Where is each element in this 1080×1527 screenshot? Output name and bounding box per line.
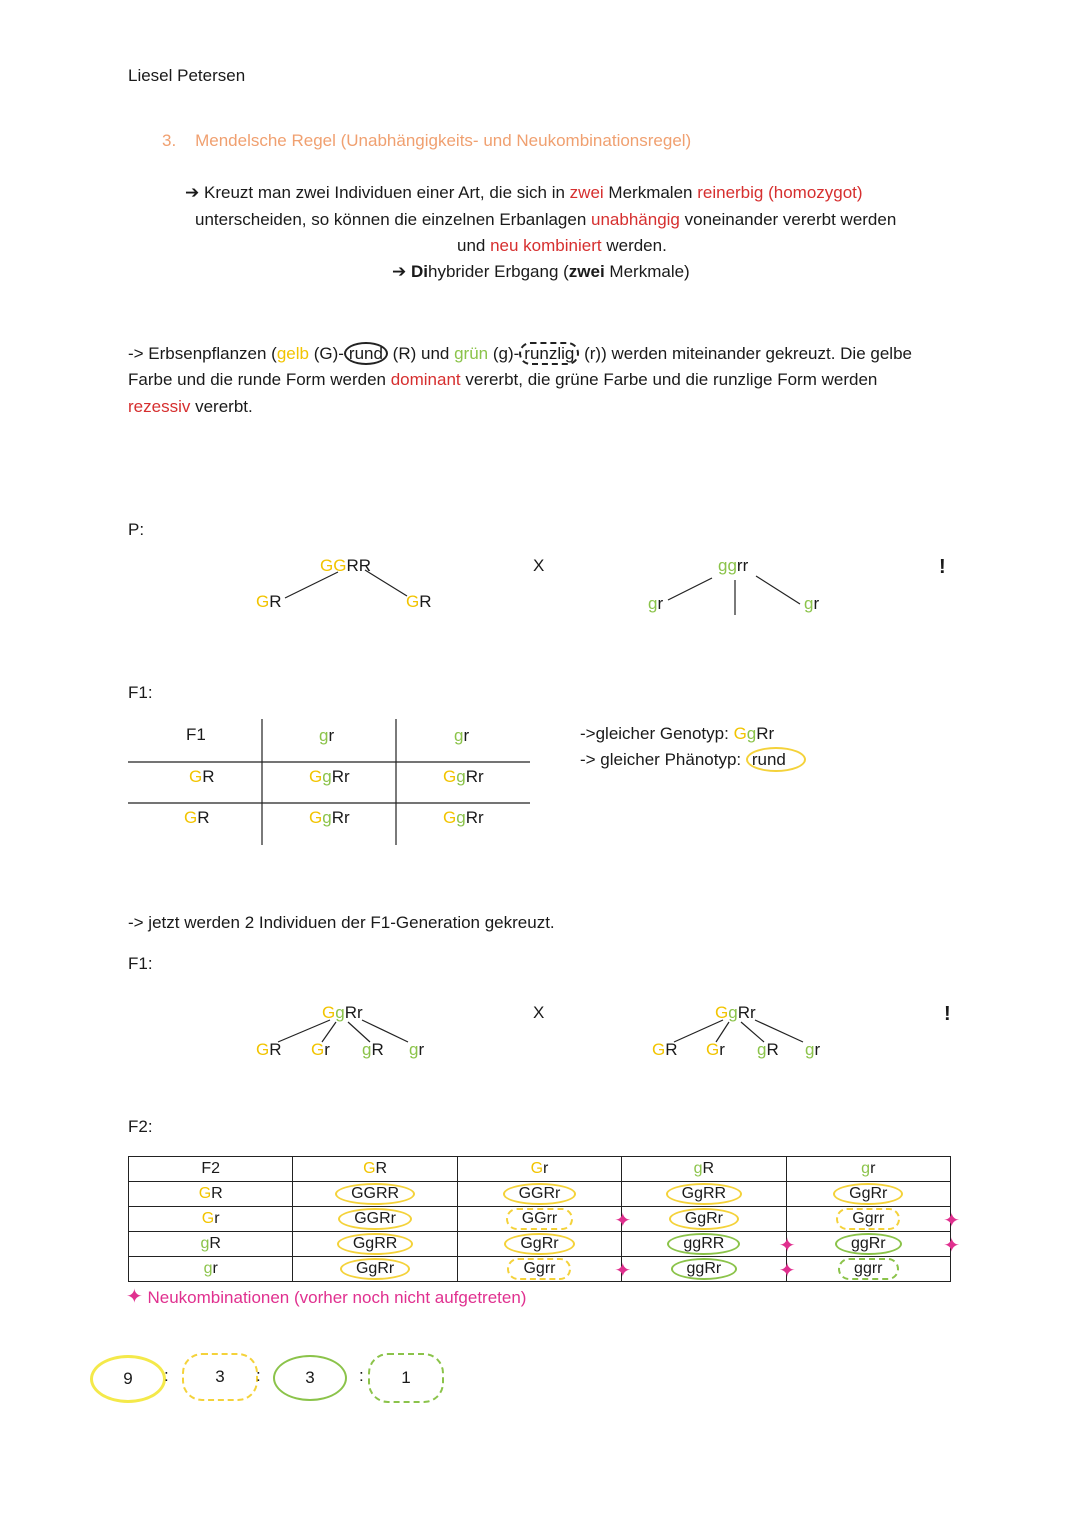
f2-cell: GgRr bbox=[786, 1182, 950, 1207]
star-icon: ✦ bbox=[614, 1210, 632, 1232]
f1-cell: GgRr bbox=[443, 767, 484, 786]
p-gamete-left-a: GR bbox=[256, 592, 282, 611]
rund-circle: rund bbox=[344, 342, 388, 365]
f1-gamete: gR bbox=[362, 1040, 384, 1059]
f2-col-header: GR bbox=[293, 1157, 457, 1182]
f1-phenotype-note: -> gleicher Phänotyp: rund bbox=[580, 750, 806, 770]
ratio-yellow-wrinkled: 3 bbox=[182, 1353, 258, 1401]
p-parent-right: ggrr bbox=[718, 556, 749, 575]
ratio-green-round: 3 bbox=[273, 1355, 347, 1401]
star-icon: ✦ bbox=[778, 1260, 796, 1282]
f1-cross-parent-left: GgRr bbox=[322, 1003, 363, 1022]
rule-line-3: und neu kombiniert werden. bbox=[457, 236, 667, 255]
f1-row-header: GR bbox=[189, 767, 215, 786]
p-label: P: bbox=[128, 520, 145, 539]
f2-col-header: Gr bbox=[457, 1157, 621, 1182]
f2-corner: F2 bbox=[129, 1157, 293, 1182]
f1-cross-text: -> jetzt werden 2 Individuen der F1-Generation gekreuzt. bbox=[128, 913, 555, 932]
author-name: Liesel Petersen bbox=[128, 66, 246, 85]
f1-gamete: Gr bbox=[706, 1040, 725, 1059]
f1-cell: GgRr bbox=[309, 808, 350, 827]
runzlig-cloud: runzlig bbox=[519, 342, 579, 365]
section-title: Mendelsche Regel (Unabhängigkeits- und Neukombinationsregel) bbox=[195, 131, 692, 150]
section-number: 3. bbox=[162, 131, 177, 150]
ratio-separator: : bbox=[359, 1366, 364, 1385]
ratio-green-wrinkled: 1 bbox=[368, 1353, 444, 1403]
cross-symbol: X bbox=[533, 1003, 545, 1022]
f1-cell: GgRr bbox=[443, 808, 484, 827]
exclamation-mark: ! bbox=[939, 556, 946, 578]
f2-row-header: Gr bbox=[129, 1207, 293, 1232]
f1-col-header: gr bbox=[319, 726, 335, 745]
f1-cell: GgRr bbox=[309, 767, 350, 786]
star-icon: ✦ bbox=[778, 1235, 796, 1257]
f1-gamete: GR bbox=[652, 1040, 678, 1059]
f1-label: F1: bbox=[128, 683, 153, 702]
f2-cell: ggRR ✦ bbox=[622, 1232, 786, 1257]
f2-cell: GGRr bbox=[457, 1182, 621, 1207]
f1-genotype-note: ->gleicher Genotyp: GgRr bbox=[580, 724, 775, 743]
f1-table-corner: F1 bbox=[186, 725, 206, 744]
f2-col-header: gr bbox=[786, 1157, 950, 1182]
f1-gamete: gr bbox=[805, 1040, 821, 1059]
legend: ✦ Neukombinationen (vorher noch nicht aufgetreten) bbox=[126, 1286, 527, 1308]
f2-col-header: gR bbox=[622, 1157, 786, 1182]
exclamation-mark: ! bbox=[944, 1003, 951, 1025]
f2-cell: GgRr bbox=[293, 1257, 457, 1282]
star-icon: ✦ bbox=[614, 1260, 632, 1282]
star-icon: ✦ bbox=[126, 1286, 143, 1308]
f1-label-2: F1: bbox=[128, 954, 153, 973]
rule-line-4: ➔ Dihybrider Erbgang (zwei Merkmale) bbox=[392, 262, 690, 281]
f1-gamete: gR bbox=[757, 1040, 779, 1059]
f1-col-header: gr bbox=[454, 726, 470, 745]
f2-cell: Ggrr ✦ bbox=[786, 1207, 950, 1232]
p-gamete-left-b: GR bbox=[406, 592, 432, 611]
f2-row-header: gR bbox=[129, 1232, 293, 1257]
intro-line-1: -> Erbsenpflanzen (gelb (G)- rund (R) und grün (g)- runzlig (r)) werden miteinander gekreuzt. Die gelbe bbox=[128, 344, 912, 363]
ratio-yellow-round: 9 bbox=[90, 1355, 166, 1403]
p-parent-left: GGRR bbox=[320, 556, 372, 575]
ratio-separator: : bbox=[164, 1366, 169, 1385]
arrow-right-icon: ➔ bbox=[392, 262, 407, 281]
f2-row-header: GR bbox=[129, 1182, 293, 1207]
f2-cell: ggrr bbox=[786, 1257, 950, 1282]
rule-line-2: unterscheiden, so können die einzelnen Erbanlagen unabhängig voneinander vererbt werden bbox=[195, 210, 897, 229]
f2-cell: GgRR bbox=[293, 1232, 457, 1257]
f2-cell: ggRr ✦ bbox=[786, 1232, 950, 1257]
f1-gamete: gr bbox=[409, 1040, 425, 1059]
cross-symbol: X bbox=[533, 556, 545, 575]
f1-gamete: Gr bbox=[311, 1040, 330, 1059]
ratio-separator: : bbox=[256, 1366, 261, 1385]
intro-line-2: Farbe und die runde Form werden dominant vererbt, die grüne Farbe und die runzlige Form werden bbox=[128, 370, 878, 389]
p-gamete-right-b: gr bbox=[804, 594, 820, 613]
f2-cell: ggRr ✦ bbox=[622, 1257, 786, 1282]
f1-row-header: GR bbox=[184, 808, 210, 827]
f2-cell: GGrr ✦ bbox=[457, 1207, 621, 1232]
f2-cell: GgRr bbox=[622, 1207, 786, 1232]
rule-line-1: ➔ Kreuzt man zwei Individuen einer Art, die sich in zwei Merkmalen reinerbig (homozygot) bbox=[185, 183, 863, 202]
f1-cross-parent-right: GgRr bbox=[715, 1003, 756, 1022]
intro-line-3: rezessiv vererbt. bbox=[128, 397, 253, 416]
star-icon: ✦ bbox=[943, 1235, 960, 1257]
f2-row-header: gr bbox=[129, 1257, 293, 1282]
rund-yellow-circle: rund bbox=[746, 747, 806, 772]
f2-label: F2: bbox=[128, 1117, 153, 1136]
arrow-right-icon: ➔ bbox=[185, 183, 200, 202]
f1-gamete: GR bbox=[256, 1040, 282, 1059]
f2-cell: GgRr bbox=[457, 1232, 621, 1257]
p-gamete-right-a: gr bbox=[648, 594, 664, 613]
f2-punnett-table bbox=[128, 1156, 960, 1282]
f2-cell: Ggrr ✦ bbox=[457, 1257, 621, 1282]
star-icon: ✦ bbox=[943, 1210, 960, 1232]
f2-cell: GGRr bbox=[293, 1207, 457, 1232]
f2-cell: GGRR bbox=[293, 1182, 457, 1207]
f2-cell: GgRR bbox=[622, 1182, 786, 1207]
